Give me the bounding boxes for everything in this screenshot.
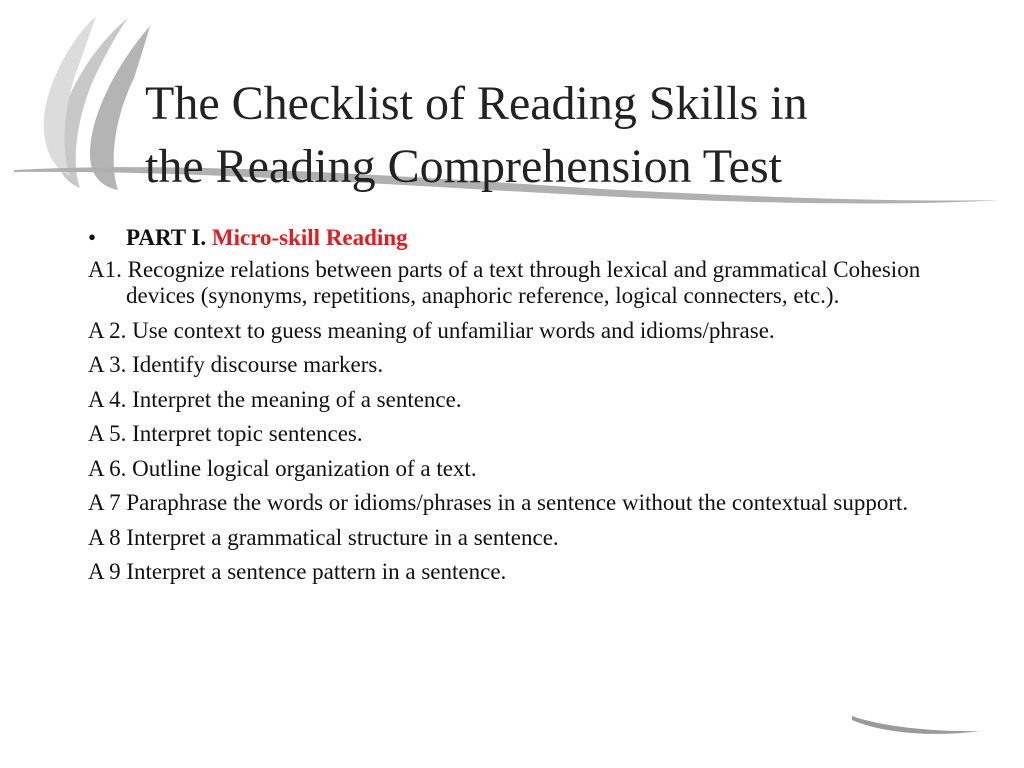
- skill-item-a4: A 4. Interpret the meaning of a sentence.: [88, 386, 462, 412]
- slide-content: [88, 225, 988, 594]
- skill-item-a3: A 3. Identify discourse markers.: [88, 352, 384, 377]
- part-heading: [88, 225, 988, 252]
- slide-title-line-1: The Checklist of Reading Skills in: [145, 77, 808, 130]
- skill-item-a5: A 5. Interpret topic sentences.: [88, 421, 363, 446]
- skill-item-a2: A 2. Use context to guess meaning of unfamiliar words and idioms/phrase.: [88, 317, 775, 343]
- skill-item-a8: A 8 Interpret a grammatical structure in a sentence.: [88, 524, 559, 550]
- slide-title-line-2: the Reading Comprehension Test: [145, 140, 782, 193]
- skill-item-a1: A1. Recognize relations between parts of a text through lexical and grammatical Cohesion devices (synonyms, repetitions, anaphoric reference, logical connecters, etc.).: [88, 256, 921, 308]
- bullet-marker: •: [88, 225, 97, 250]
- swoosh-line-bottom: [852, 716, 980, 734]
- part-label: PART I.: [126, 225, 207, 250]
- skill-item-a7: A 7 Paraphrase the words or idioms/phrases in a sentence without the contextual support.: [88, 490, 909, 515]
- skill-item-a6: A 6. Outline logical organization of a text.: [88, 455, 477, 481]
- skill-item-a9: A 9 Interpret a sentence pattern in a sentence.: [88, 559, 507, 584]
- slide-title: [145, 72, 1005, 198]
- part-title: Micro-skill Reading: [211, 225, 408, 250]
